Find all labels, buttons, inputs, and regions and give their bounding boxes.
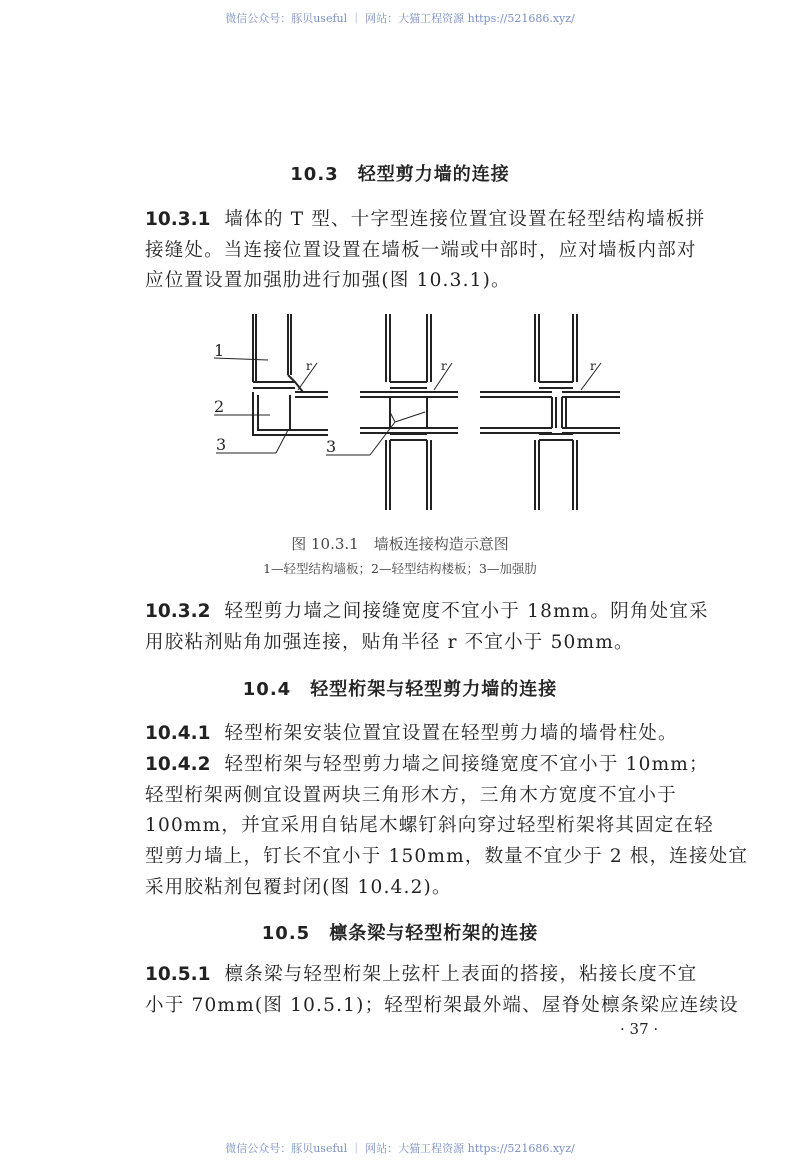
watermark-top: 微信公众号：豚贝useful ｜ 网站：大猫工程资源 https://521686.xyz/ bbox=[225, 12, 575, 25]
clause-10-3-2 bbox=[145, 597, 709, 623]
text-line: 用胶粘剂贴角加强连接，贴角半径 r 不宜小于 50mm。 bbox=[145, 632, 634, 653]
label-3: 3 bbox=[216, 435, 227, 454]
label-2: 2 bbox=[214, 397, 225, 416]
watermark-bottom: 微信公众号：豚贝useful ｜ 网站：大猫工程资源 https://521686.xyz/ bbox=[225, 1142, 575, 1155]
clause-10-5-1 bbox=[145, 960, 697, 986]
label-1: 1 bbox=[214, 341, 225, 360]
clause-10-4-1 bbox=[145, 719, 678, 745]
figure-caption: 图 10.3.1 墙板连接构造示意图 bbox=[291, 535, 509, 553]
text-line: 采用胶粘剂包覆封闭(图 10.4.2)。 bbox=[145, 877, 452, 898]
text-line: 轻型桁架安装位置宜设置在轻型剪力墙的墙骨柱处。 bbox=[224, 723, 678, 744]
label-r2: r bbox=[441, 359, 447, 373]
clause-number: 10.4.1 bbox=[145, 723, 211, 744]
text-line: 轻型桁架两侧宜设置两块三角形木方，三角木方宽度不宜小于 bbox=[145, 785, 677, 806]
clause-number: 10.3.2 bbox=[145, 601, 211, 622]
section-title-10-3: 10.3 轻型剪力墙的连接 bbox=[290, 164, 510, 185]
text-line: 型剪力墙上，钉长不宜小于 150mm，数量不宜少于 2 根，连接处宜 bbox=[145, 846, 749, 867]
page-number: · 37 · bbox=[620, 1020, 659, 1038]
clause-number: 10.3.1 bbox=[145, 209, 211, 230]
label-3b: 3 bbox=[326, 437, 337, 456]
clause-10-3-1 bbox=[145, 205, 705, 231]
text-line: 100mm，并宜采用自钻尾木螺钉斜向穿过轻型桁架将其固定在轻 bbox=[145, 815, 714, 836]
label-r3: r bbox=[590, 359, 596, 373]
text-line: 接缝处。当连接位置设置在墙板一端或中部时，应对墙板内部对 bbox=[145, 240, 697, 261]
text-line: 应位置设置加强肋进行加强(图 10.3.1)。 bbox=[145, 270, 511, 291]
text-line: 轻型桁架与轻型剪力墙之间接缝宽度不宜小于 10mm； bbox=[224, 754, 709, 775]
wall-connection-figure bbox=[200, 300, 620, 515]
figure-legend: 1—轻型结构墙板；2—轻型结构楼板；3—加强肋 bbox=[263, 561, 537, 576]
clause-number: 10.4.2 bbox=[145, 754, 211, 775]
text-line: 小于 70mm(图 10.5.1)；轻型桁架最外端、屋脊处檩条梁应连续设 bbox=[145, 995, 739, 1016]
label-r: r bbox=[306, 359, 312, 373]
section-title-10-4: 10.4 轻型桁架与轻型剪力墙的连接 bbox=[242, 679, 558, 700]
text-line: 墙体的 T 型、十字型连接位置宜设置在轻型结构墙板拼 bbox=[224, 209, 706, 230]
text-line: 檩条梁与轻型桁架上弦杆上表面的搭接，粘接长度不宜 bbox=[224, 964, 698, 985]
clause-10-4-2 bbox=[145, 750, 709, 776]
section-title-10-5: 10.5 檩条梁与轻型桁架的连接 bbox=[261, 923, 539, 944]
clause-number: 10.5.1 bbox=[145, 964, 211, 985]
text-line: 轻型剪力墙之间接缝宽度不宜小于 18mm。阴角处宜采 bbox=[224, 601, 709, 622]
